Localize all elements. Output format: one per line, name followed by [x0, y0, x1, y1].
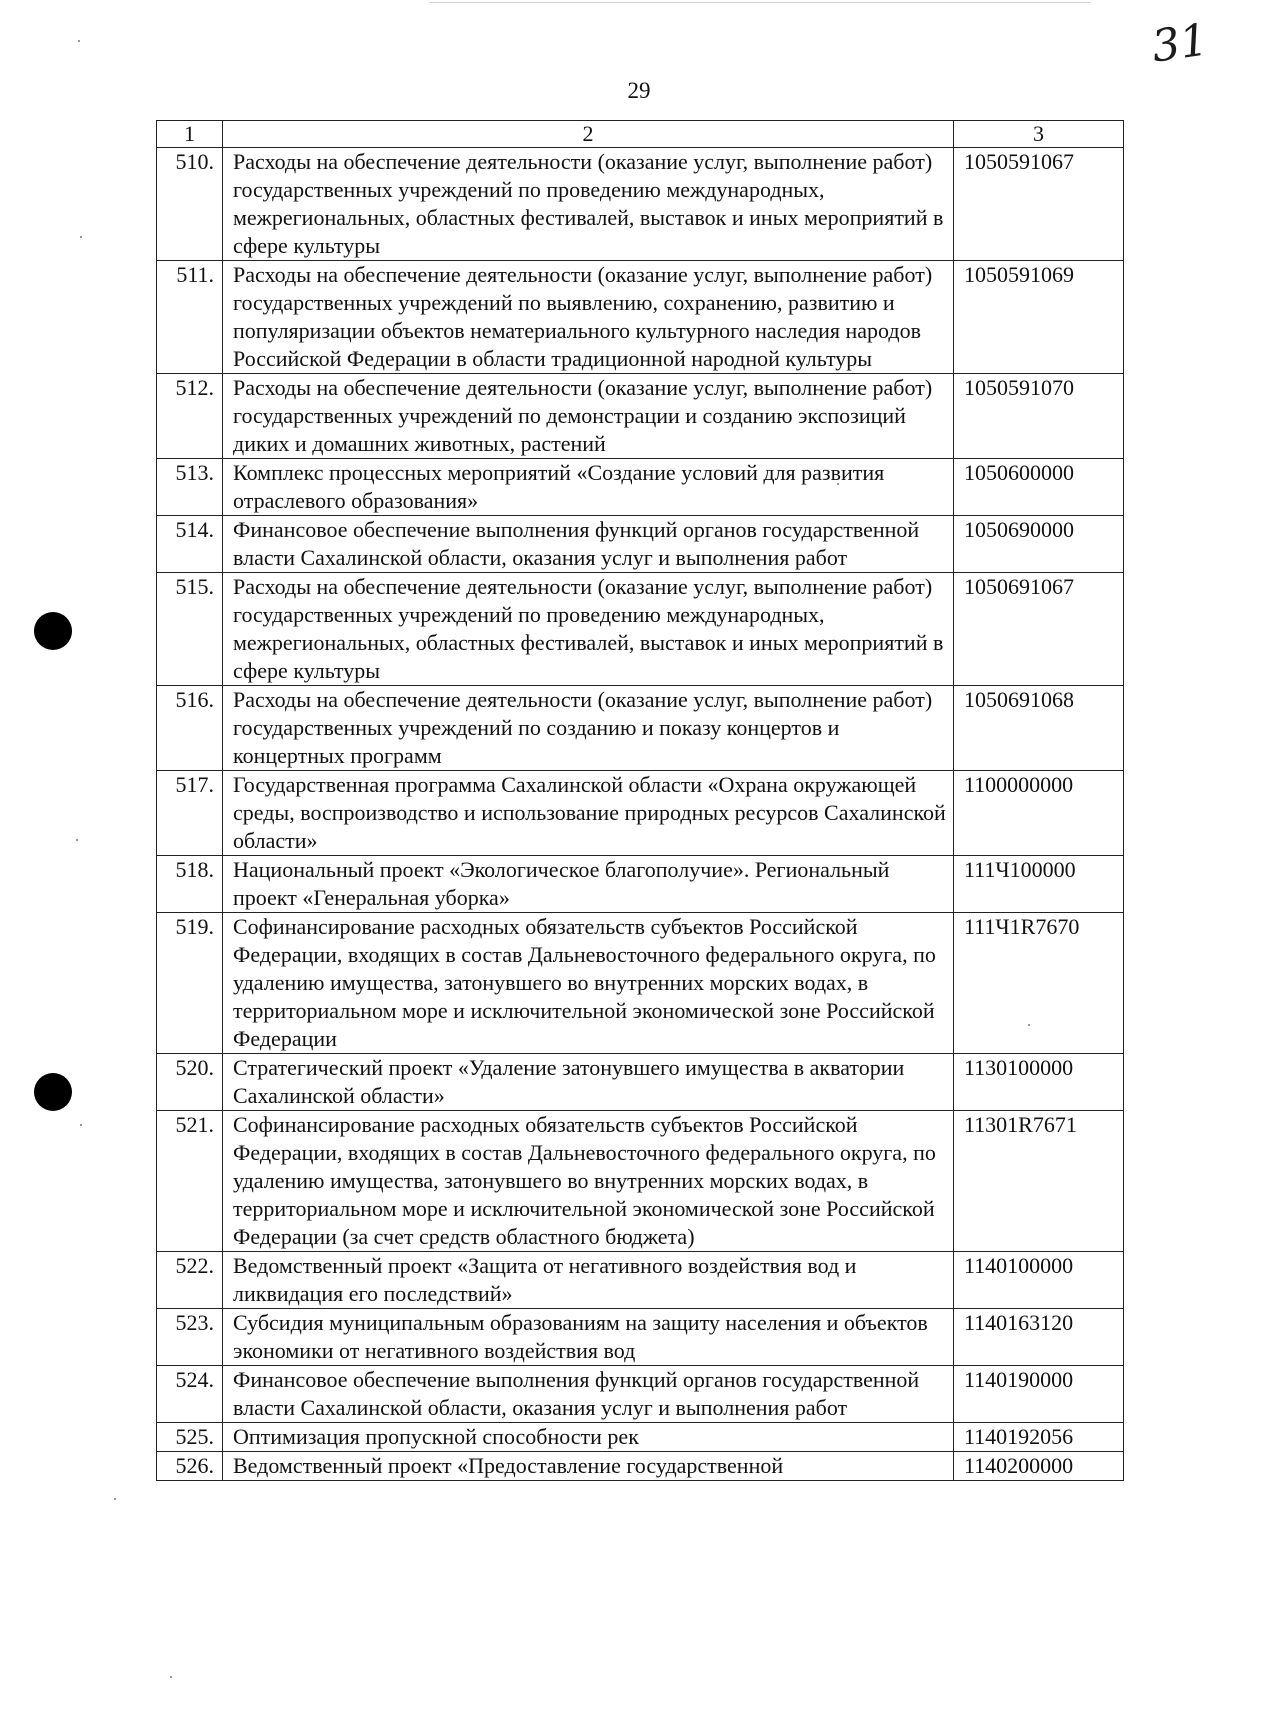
row-description: Расходы на обеспечение деятельности (оказание услуг, выполнение работ) государственных учреждений по демонстрации и созданию экспозиций диких и домашних животных, растений: [223, 374, 954, 459]
row-description: Финансовое обеспечение выполнения функций органов государственной власти Сахалинской области, оказания услуг и выполнения работ: [223, 1366, 954, 1423]
row-number: 526.: [157, 1452, 223, 1481]
row-description: Комплекс процессных мероприятий «Создание условий для развития отраслевого образования»: [223, 459, 954, 516]
row-code: 11301R7671: [954, 1111, 1124, 1252]
table-row: [157, 686, 1124, 771]
scan-edge-line: [430, 2, 1090, 3]
row-code: 1050691067: [954, 573, 1124, 686]
row-code: 1140163120: [954, 1309, 1124, 1366]
scan-speck: [114, 1498, 116, 1500]
scan-speck: [78, 40, 80, 42]
row-description: Расходы на обеспечение деятельности (оказание услуг, выполнение работ) государственных учреждений по созданию и показу концертов и концертных программ: [223, 686, 954, 771]
table-row: [157, 459, 1124, 516]
row-description: Ведомственный проект «Защита от негативного воздействия вод и ликвидация его последствий»: [223, 1252, 954, 1309]
table-row: [157, 1366, 1124, 1423]
row-description: Софинансирование расходных обязательств субъектов Российской Федерации, входящих в состав Дальневосточного федерального округа, по удалению имущества, затонувшего во внутренних морских водах, в территориальном море и исключительной экономической зоне Российской Федерации (за счет средств областного бюджета): [223, 1111, 954, 1252]
row-number: 523.: [157, 1309, 223, 1366]
row-description: Расходы на обеспечение деятельности (оказание услуг, выполнение работ) государственных учреждений по проведению международных, межрегиональных, областных фестивалей, выставок и иных мероприятий в сфере культуры: [223, 148, 954, 261]
row-code: 1050591070: [954, 374, 1124, 459]
row-code: 111Ч100000: [954, 856, 1124, 913]
page-number: 29: [627, 78, 651, 103]
row-number: 511.: [157, 261, 223, 374]
table-row: [157, 913, 1124, 1054]
table-row: [157, 573, 1124, 686]
row-number: 510.: [157, 148, 223, 261]
table-row: [157, 516, 1124, 573]
row-number: 525.: [157, 1423, 223, 1452]
table-row: [157, 771, 1124, 856]
row-number: 516.: [157, 686, 223, 771]
row-number: 522.: [157, 1252, 223, 1309]
row-number: 514.: [157, 516, 223, 573]
row-code: 111Ч1R7670: [954, 913, 1124, 1054]
scan-speck: [76, 839, 78, 841]
row-code: 1130100000: [954, 1054, 1124, 1111]
row-description: Стратегический проект «Удаление затонувшего имущества в акватории Сахалинской области»: [223, 1054, 954, 1111]
row-description: Софинансирование расходных обязательств субъектов Российской Федерации, входящих в состав Дальневосточного федерального округа, по удалению имущества, затонувшего во внутренних морских водах, в территориальном море и исключительной экономической зоне Российской Федерации: [223, 913, 954, 1054]
punch-hole-lower: [34, 1073, 72, 1111]
row-code: 1050691068: [954, 686, 1124, 771]
table-row: [157, 1111, 1124, 1252]
punch-hole-upper: [34, 612, 72, 650]
header-col-2: 2: [223, 121, 954, 148]
table-row: [157, 1309, 1124, 1366]
row-description: Расходы на обеспечение деятельности (оказание услуг, выполнение работ) государственных учреждений по выявлению, сохранению, развитию и популяризации объектов нематериального культурного наследия народов Российской Федерации в области традиционной народной культуры: [223, 261, 954, 374]
scan-speck: [80, 236, 82, 238]
row-description: Субсидия муниципальным образованиям на защиту населения и объектов экономики от негативного воздействия вод: [223, 1309, 954, 1366]
row-code: 1050591067: [954, 148, 1124, 261]
table-row: [157, 148, 1124, 261]
row-number: 517.: [157, 771, 223, 856]
table-row: [157, 374, 1124, 459]
row-number: 521.: [157, 1111, 223, 1252]
row-code: 1140100000: [954, 1252, 1124, 1309]
table-row: [157, 1452, 1124, 1481]
row-description: Национальный проект «Экологическое благополучие». Региональный проект «Генеральная уборка»: [223, 856, 954, 913]
row-description: Государственная программа Сахалинской области «Охрана окружающей среды, воспроизводство и использование природных ресурсов Сахалинской области»: [223, 771, 954, 856]
table-row: [157, 856, 1124, 913]
row-number: 519.: [157, 913, 223, 1054]
header-col-1: 1: [157, 121, 223, 148]
row-description: Финансовое обеспечение выполнения функций органов государственной власти Сахалинской области, оказания услуг и выполнения работ: [223, 516, 954, 573]
row-number: 512.: [157, 374, 223, 459]
row-code: 1050591069: [954, 261, 1124, 374]
table-row: [157, 1252, 1124, 1309]
row-description: Оптимизация пропускной способности рек: [223, 1423, 954, 1452]
row-number: 518.: [157, 856, 223, 913]
scan-speck: [80, 1124, 82, 1126]
row-number: 513.: [157, 459, 223, 516]
row-code: 1140192056: [954, 1423, 1124, 1452]
budget-code-table: [156, 120, 1124, 1481]
table-row: [157, 1423, 1124, 1452]
row-number: 520.: [157, 1054, 223, 1111]
row-number: 524.: [157, 1366, 223, 1423]
table-header-row: [157, 121, 1124, 148]
handwritten-page-mark: 31: [1148, 14, 1212, 73]
row-code: 1140200000: [954, 1452, 1124, 1481]
row-code: 1140190000: [954, 1366, 1124, 1423]
row-code: 1050690000: [954, 516, 1124, 573]
scan-speck: [170, 1676, 172, 1678]
row-description: Расходы на обеспечение деятельности (оказание услуг, выполнение работ) государственных учреждений по проведению международных, межрегиональных, областных фестивалей, выставок и иных мероприятий в сфере культуры: [223, 573, 954, 686]
table-row: [157, 1054, 1124, 1111]
row-code: 1050600000: [954, 459, 1124, 516]
row-description: Ведомственный проект «Предоставление государственной: [223, 1452, 954, 1481]
table-row: [157, 261, 1124, 374]
header-col-3: 3: [954, 121, 1124, 148]
row-code: 1100000000: [954, 771, 1124, 856]
row-number: 515.: [157, 573, 223, 686]
